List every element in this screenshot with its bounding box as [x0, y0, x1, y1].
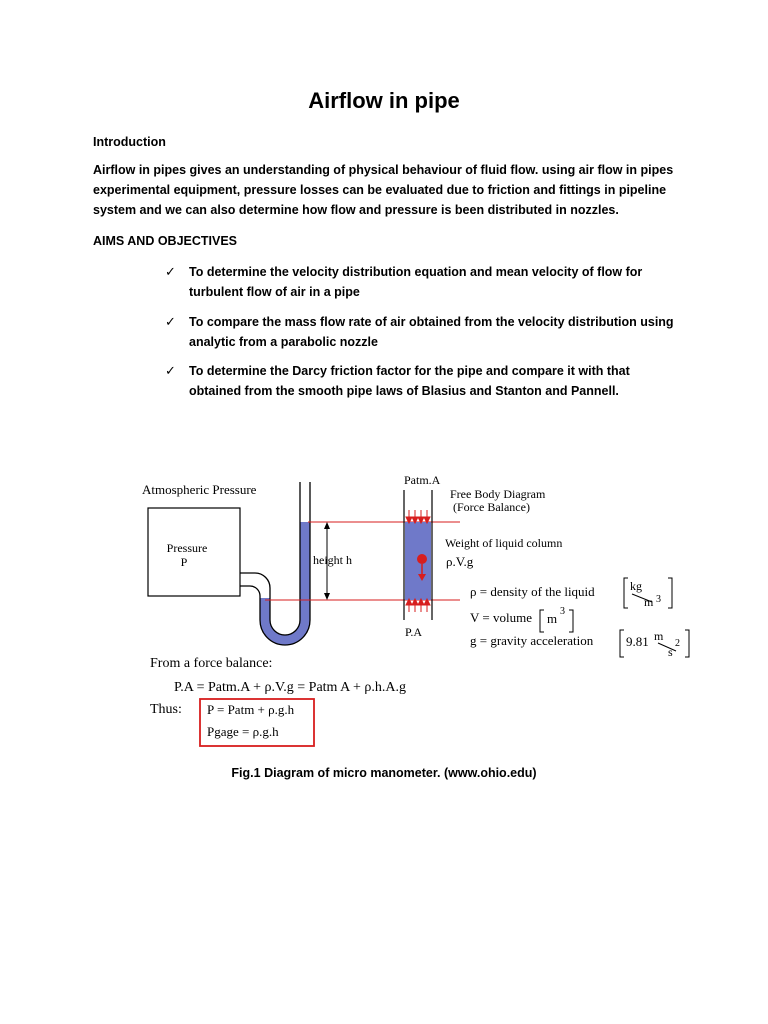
thus-label: Thus: — [150, 702, 182, 717]
density-units-exponent: 3 — [656, 594, 661, 605]
gravity-value: 9.81 — [626, 634, 649, 649]
force-balance-label: (Force Balance) — [453, 500, 530, 514]
volume-units: m — [547, 611, 558, 626]
manometer-liquid — [260, 522, 310, 645]
weight-of-liquid-label: Weight of liquid column — [445, 536, 563, 550]
bracket-right-icon — [685, 630, 689, 657]
p-a-label: P.A — [405, 625, 423, 639]
figure-caption: Fig.1 Diagram of micro manometer. (www.ohio.edu) — [231, 766, 537, 780]
pressure-label: Pressure — [166, 541, 208, 555]
bracket-right-icon — [569, 610, 573, 632]
density-definition: ρ = density of the liquid — [470, 584, 595, 599]
free-body-diagram-label: Free Body Diagram — [450, 487, 546, 501]
density-units-denominator: m — [644, 595, 654, 609]
aims-heading: AIMS AND OBJECTIVES — [93, 234, 238, 248]
arrow-down-icon — [324, 593, 330, 600]
arrow-up-icon — [324, 522, 330, 529]
fraction-slash-icon — [658, 643, 676, 651]
introduction-paragraph: Airflow in pipes gives an understanding of physical behaviour of fluid flow. using air flow in pipes experimental equipment, pressure losses can be evaluated due to friction and fittings in pipeline system and we can also determine how flow and pressure is been distributed in nozzles. — [93, 163, 674, 217]
objective-text: To determine the velocity distribution equation and mean velocity of flow for turbulent flow of air in a pipe — [189, 265, 643, 299]
p-label: P — [180, 555, 188, 569]
checkmark-icon: ✓ — [165, 314, 176, 329]
objective-item-3 — [165, 361, 685, 401]
height-h-label: height h — [313, 553, 352, 567]
u-tube-inner-wall — [240, 482, 300, 635]
volume-units-exponent: 3 — [560, 606, 565, 617]
objective-text: To compare the mass flow rate of air obtained from the velocity distribution using analytic from a parabolic nozzle — [189, 315, 674, 349]
introduction-heading: Introduction — [93, 135, 166, 149]
objective-text: To determine the Darcy friction factor for the pipe and compare it with that obtained from the smooth pipe laws of Blasius and Stanton and Pannell. — [189, 364, 630, 398]
document-title: Airflow in pipe — [308, 88, 460, 113]
bracket-left-icon — [624, 578, 628, 608]
rho-v-g-label: ρ.V.g — [446, 554, 474, 569]
force-balance-equation: P.A = Patm.A + ρ.V.g = Patm A + ρ.h.A.g — [174, 680, 407, 695]
gravity-units-exponent: 2 — [675, 638, 680, 649]
gravity-units-numerator: m — [654, 629, 664, 643]
atmospheric-pressure-label: Atmospheric Pressure — [142, 482, 257, 497]
center-of-mass-dot — [417, 554, 427, 564]
gravity-definition: g = gravity acceleration — [470, 633, 594, 648]
force-balance-intro: From a force balance: — [150, 656, 273, 671]
objective-item-1 — [165, 262, 685, 302]
pressure-result: P = Patm + ρ.g.h — [207, 702, 295, 717]
manometer-diagram — [130, 470, 710, 760]
patm-a-label: Patm.A — [404, 473, 441, 487]
gage-pressure-result: Pgage = ρ.g.h — [207, 724, 279, 739]
density-units-numerator: kg — [630, 579, 642, 593]
bracket-right-icon — [668, 578, 672, 608]
bottom-force-arrows — [406, 599, 430, 612]
objective-item-2 — [165, 312, 685, 352]
top-force-arrows — [406, 510, 430, 523]
bracket-left-icon — [620, 630, 624, 657]
volume-definition: V = volume — [470, 610, 532, 625]
bracket-left-icon — [540, 610, 544, 632]
checkmark-icon: ✓ — [165, 264, 176, 279]
checkmark-icon: ✓ — [165, 363, 176, 378]
gravity-units-denominator: s — [668, 645, 673, 659]
